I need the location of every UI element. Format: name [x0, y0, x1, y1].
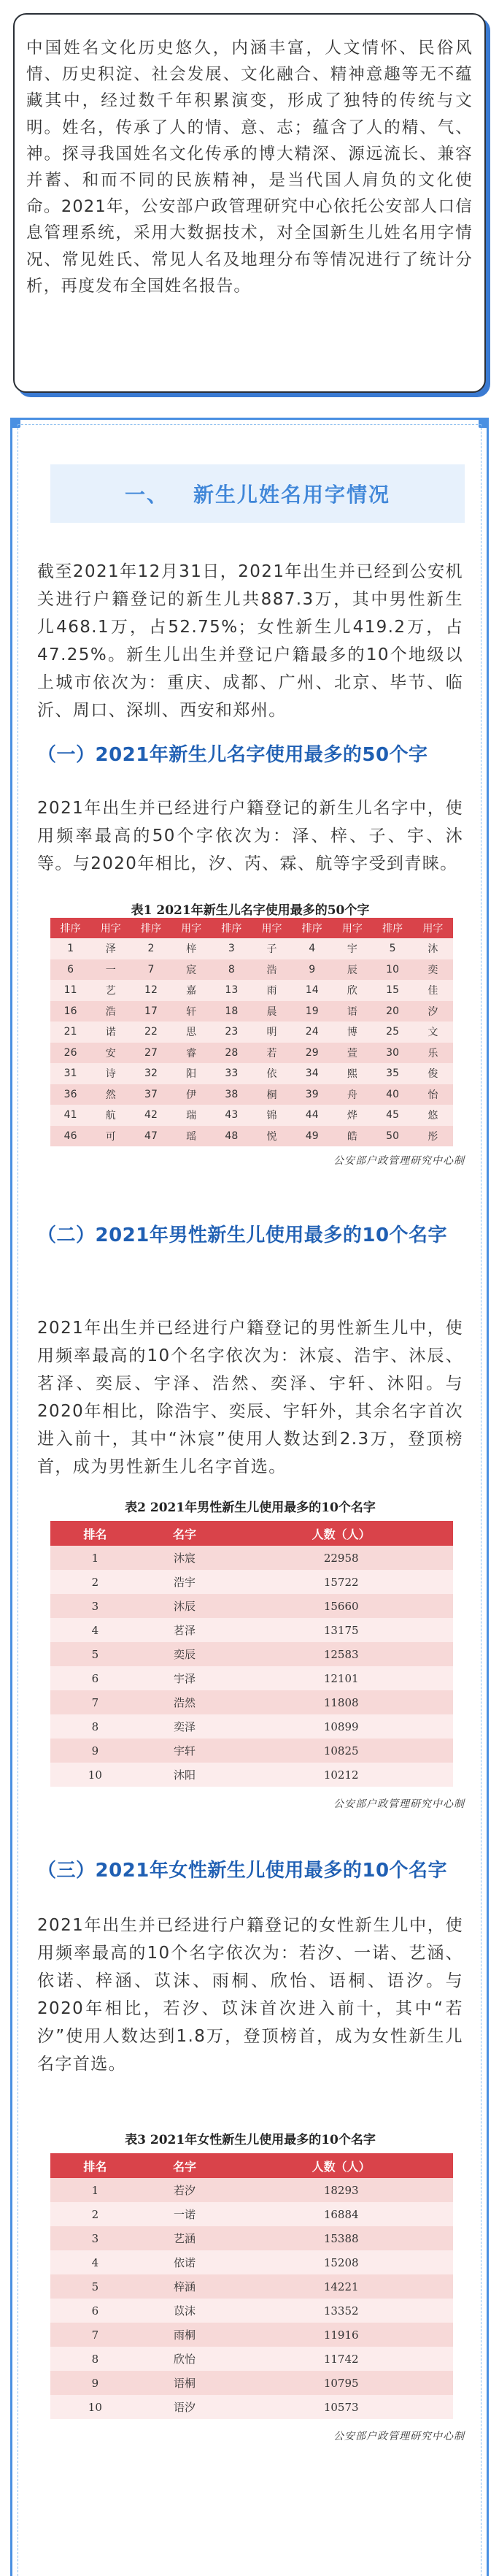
table-cell: 11742	[229, 2347, 453, 2371]
table-cell: 11	[50, 980, 90, 1001]
table-cell: 8	[212, 959, 252, 981]
table-cell: 18	[212, 1001, 252, 1022]
table-cell: 9	[50, 1739, 140, 1763]
table-header-cell: 排序	[292, 918, 332, 938]
section-banner	[50, 464, 465, 523]
table-cell: 10	[50, 1763, 140, 1787]
table-cell: 5	[50, 1642, 140, 1666]
table-cell: 35	[373, 1063, 413, 1084]
table-cell: 2	[50, 2202, 140, 2226]
table-cell: 浩	[90, 1001, 131, 1022]
table-row	[50, 959, 453, 981]
table-cell: 2	[50, 1570, 140, 1594]
table-cell: 10899	[229, 1714, 453, 1739]
table-header-cell: 用字	[171, 918, 212, 938]
table-cell: 雨桐	[140, 2323, 230, 2347]
table-cell: 宸	[171, 959, 212, 981]
table-cell: 沐宸	[140, 1546, 230, 1570]
table-row	[50, 1126, 453, 1147]
table-cell: 11916	[229, 2323, 453, 2347]
table-cell: 文	[413, 1021, 453, 1043]
table-cell: 轩	[171, 1001, 212, 1022]
table-cell: 7	[50, 1690, 140, 1714]
table-cell: 伊	[171, 1084, 212, 1105]
table-cell: 10573	[229, 2395, 453, 2419]
table-cell: 22	[131, 1021, 171, 1043]
male-paragraph: 2021年出生并已经进行户籍登记的男性新生儿中，使用频率最高的10个名字依次为：沐宸、浩宇、沐辰、茗泽、奕辰、宇泽、浩然、奕泽、宇轩、沐阳。与2020年相比，除浩宇、奕辰、宇轩外，其余名字首次进入前十，其中“沐宸”使用人数达到2.3万，登顶榜首，成为男性新生儿名字首选。	[37, 1319, 463, 1476]
table-cell: 9	[292, 959, 332, 981]
table-header-cell: 用字	[252, 918, 292, 938]
table-cell: 浩	[252, 959, 292, 981]
table-cell: 47	[131, 1126, 171, 1147]
table1-top50-chars	[50, 918, 453, 1146]
table-cell: 依	[252, 1063, 292, 1084]
table-cell: 22958	[229, 1546, 453, 1570]
table-header-cell: 排序	[212, 918, 252, 938]
table-row	[50, 2371, 453, 2395]
table-cell: 浩然	[140, 1690, 230, 1714]
table-row	[50, 2395, 453, 2419]
table-cell: 明	[252, 1021, 292, 1043]
table-cell: 12	[131, 980, 171, 1001]
table1-source: 公安部户政管理研究中心制	[333, 1155, 465, 1167]
table-cell: 欣	[332, 980, 372, 1001]
table-cell: 若	[252, 1043, 292, 1064]
table-cell: 宇轩	[140, 1739, 230, 1763]
table-row	[50, 2226, 453, 2250]
table-row	[50, 1021, 453, 1043]
table-cell: 锦	[252, 1105, 292, 1126]
table-cell: 48	[212, 1126, 252, 1147]
table2-source: 公安部户政管理研究中心制	[333, 1798, 465, 1810]
table-cell: 奕泽	[140, 1714, 230, 1739]
table-header-cell: 名字	[140, 2153, 230, 2178]
table-row	[50, 980, 453, 1001]
table-cell: 13175	[229, 1618, 453, 1642]
table-cell: 42	[131, 1105, 171, 1126]
table-row	[50, 1714, 453, 1739]
table-cell: 14221	[229, 2274, 453, 2299]
table-cell: 44	[292, 1105, 332, 1126]
table2-male-names	[50, 1521, 453, 1787]
table-cell: 皓	[332, 1126, 372, 1147]
main-card-inner	[18, 424, 481, 2576]
table-cell: 瑶	[171, 1126, 212, 1147]
table-header-cell: 排序	[131, 918, 171, 938]
table-cell: 4	[50, 1618, 140, 1642]
table-row	[50, 1739, 453, 1763]
table-cell: 4	[50, 2250, 140, 2274]
table-cell: 航	[90, 1105, 131, 1126]
table-cell: 诺	[90, 1021, 131, 1043]
table-cell: 熙	[332, 1063, 372, 1084]
table3-female-names	[50, 2153, 453, 2419]
table-cell: 1	[50, 2178, 140, 2202]
table-header-cell: 用字	[332, 918, 372, 938]
table-row	[50, 2202, 453, 2226]
table-row	[50, 938, 453, 959]
table-cell: 43	[212, 1105, 252, 1126]
table-header-cell: 排名	[50, 2153, 140, 2178]
table-cell: 8	[50, 1714, 140, 1739]
table-row	[50, 1618, 453, 1642]
table-cell: 46	[50, 1126, 90, 1147]
table-cell: 阳	[171, 1063, 212, 1084]
table-cell: 37	[131, 1084, 171, 1105]
table-cell: 宇泽	[140, 1666, 230, 1690]
table-cell: 32	[131, 1063, 171, 1084]
table-cell: 15722	[229, 1570, 453, 1594]
table-cell: 8	[50, 2347, 140, 2371]
table-cell: 安	[90, 1043, 131, 1064]
table-cell: 沐	[413, 938, 453, 959]
table-cell: 5	[50, 2274, 140, 2299]
table-cell: 30	[373, 1043, 413, 1064]
table-row	[50, 2347, 453, 2371]
table-cell: 语汐	[140, 2395, 230, 2419]
table-header-cell: 用字	[413, 918, 453, 938]
table-row	[50, 1043, 453, 1064]
table-cell: 12101	[229, 1666, 453, 1690]
table-header-cell: 名字	[140, 1521, 230, 1546]
table-header-cell: 用字	[90, 918, 131, 938]
table-cell: 11808	[229, 1690, 453, 1714]
table-cell: 3	[212, 938, 252, 959]
table-row	[50, 1084, 453, 1105]
table-row	[50, 1763, 453, 1787]
table-cell: 1	[50, 1546, 140, 1570]
table-cell: 欣怡	[140, 2347, 230, 2371]
table-cell: 40	[373, 1084, 413, 1105]
table-cell: 宇	[332, 938, 372, 959]
table-cell: 一诺	[140, 2202, 230, 2226]
table-cell: 汐	[413, 1001, 453, 1022]
table-cell: 茗泽	[140, 1618, 230, 1642]
table-cell: 彤	[413, 1126, 453, 1147]
table-cell: 萱	[332, 1043, 372, 1064]
table-row	[50, 1546, 453, 1570]
table-cell: 2	[131, 938, 171, 959]
table-cell: 19	[292, 1001, 332, 1022]
table-cell: 辰	[332, 959, 372, 981]
table-row	[50, 1594, 453, 1618]
table-header-cell: 排序	[373, 918, 413, 938]
table-row	[50, 2274, 453, 2299]
table-cell: 乐	[413, 1043, 453, 1064]
table-header-cell: 排名	[50, 1521, 140, 1546]
table3-source: 公安部户政管理研究中心制	[333, 2431, 465, 2442]
table-row	[50, 1642, 453, 1666]
table-cell: 10	[373, 959, 413, 981]
table-row	[50, 1690, 453, 1714]
table-cell: 7	[131, 959, 171, 981]
table-cell: 沐阳	[140, 1763, 230, 1787]
table-cell: 24	[292, 1021, 332, 1043]
subheading-male-top10: （二）2021年男性新生儿使用最多的10个名字	[37, 1224, 448, 1246]
subheading-top50: （一）2021年新生儿名字使用最多的50个字	[37, 744, 428, 766]
table-header-cell: 人数（人）	[229, 2153, 453, 2178]
table-cell: 瑞	[171, 1105, 212, 1126]
table-cell: 佳	[413, 980, 453, 1001]
table-cell: 27	[131, 1043, 171, 1064]
table-cell: 25	[373, 1021, 413, 1043]
table-cell: 12583	[229, 1642, 453, 1666]
table-cell: 悠	[413, 1105, 453, 1126]
table-cell: 45	[373, 1105, 413, 1126]
table-cell: 38	[212, 1084, 252, 1105]
table-cell: 39	[292, 1084, 332, 1105]
table-cell: 31	[50, 1063, 90, 1084]
female-paragraph: 2021年出生并已经进行户籍登记的女性新生儿中，使用频率最高的10个名字依次为：若汐、一诺、艺涵、依诺、梓涵、苡沫、雨桐、欣怡、语桐、语汐。与2020年相比，若汐、苡沫首次进入前十，其中“若汐”使用人数达到1.8万，登顶榜首，成为女性新生儿名字首选。	[37, 1916, 463, 2074]
table-row	[50, 2299, 453, 2323]
table-row	[50, 2178, 453, 2202]
table-cell: 3	[50, 2226, 140, 2250]
table-cell: 怡	[413, 1084, 453, 1105]
table-cell: 6	[50, 1666, 140, 1690]
table-cell: 23	[212, 1021, 252, 1043]
table-row	[50, 1666, 453, 1690]
top50-paragraph: 2021年出生并已经进行户籍登记的新生儿名字中，使用频率最高的50个字依次为：泽、梓、子、宇、沐等。与2020年相比，汐、芮、霖、航等字受到青睐。	[37, 799, 463, 873]
table-cell: 26	[50, 1043, 90, 1064]
main-card	[10, 418, 489, 2576]
table-cell: 5	[373, 938, 413, 959]
table-cell: 50	[373, 1126, 413, 1147]
table-cell: 嘉	[171, 980, 212, 1001]
table-row	[50, 2250, 453, 2274]
table-cell: 睿	[171, 1043, 212, 1064]
table-cell: 语桐	[140, 2371, 230, 2395]
section-title: 新生儿姓名用字情况	[193, 483, 391, 507]
table-cell: 10	[50, 2395, 140, 2419]
table-cell: 10825	[229, 1739, 453, 1763]
table-header-cell: 排序	[50, 918, 90, 938]
table-cell: 18293	[229, 2178, 453, 2202]
table-cell: 诗	[90, 1063, 131, 1084]
table-cell: 10795	[229, 2371, 453, 2395]
table-cell: 15	[373, 980, 413, 1001]
table-cell: 15388	[229, 2226, 453, 2250]
table-cell: 15208	[229, 2250, 453, 2274]
table-cell: 14	[292, 980, 332, 1001]
table-cell: 34	[292, 1063, 332, 1084]
table-cell: 舟	[332, 1084, 372, 1105]
table-cell: 艺涵	[140, 2226, 230, 2250]
table-cell: 4	[292, 938, 332, 959]
table-cell: 41	[50, 1105, 90, 1126]
table-cell: 13	[212, 980, 252, 1001]
subheading-female-top10: （三）2021年女性新生儿使用最多的10个名字	[37, 1860, 448, 1882]
table-cell: 泽	[90, 938, 131, 959]
table-cell: 10212	[229, 1763, 453, 1787]
table-cell: 6	[50, 2299, 140, 2323]
table-cell: 29	[292, 1043, 332, 1064]
table-cell: 浩宇	[140, 1570, 230, 1594]
table2-title: 表2 2021年男性新生儿使用最多的10个名字	[125, 1500, 376, 1515]
table-cell: 思	[171, 1021, 212, 1043]
table-cell: 沐辰	[140, 1594, 230, 1618]
table-cell: 若汐	[140, 2178, 230, 2202]
table-cell: 28	[212, 1043, 252, 1064]
table1-title: 表1 2021年新生儿名字使用最多的50个字	[131, 903, 370, 918]
table-header-cell: 人数（人）	[229, 1521, 453, 1546]
table-cell: 1	[50, 938, 90, 959]
table-cell: 博	[332, 1021, 372, 1043]
table-row	[50, 1105, 453, 1126]
section-intro-paragraph: 截至2021年12月31日，2021年出生并已经到公安机关进行户籍登记的新生儿共887.3万，其中男性新生儿468.1万，占52.75%；女性新生儿419.2万，占47.25%。新生儿出生并登记户籍最多的10个地级以上城市依次为：重庆、成都、广州、北京、毕节、临沂、周口、深圳、西安和郑州。	[37, 562, 463, 720]
table-cell: 梓	[171, 938, 212, 959]
table-cell: 16884	[229, 2202, 453, 2226]
table-cell: 33	[212, 1063, 252, 1084]
table-row	[50, 2323, 453, 2347]
table-cell: 烨	[332, 1105, 372, 1126]
table-cell: 21	[50, 1021, 90, 1043]
table-row	[50, 1570, 453, 1594]
table-cell: 可	[90, 1126, 131, 1147]
table-cell: 然	[90, 1084, 131, 1105]
table-cell: 7	[50, 2323, 140, 2347]
table-cell: 语	[332, 1001, 372, 1022]
table-cell: 6	[50, 959, 90, 981]
table-cell: 晨	[252, 1001, 292, 1022]
table-cell: 15660	[229, 1594, 453, 1618]
table-cell: 奕辰	[140, 1642, 230, 1666]
table-cell: 悦	[252, 1126, 292, 1147]
section-number: 一、	[124, 483, 169, 507]
table-cell: 苡沫	[140, 2299, 230, 2323]
table-cell: 13352	[229, 2299, 453, 2323]
intro-paragraph: 中国姓名文化历史悠久，内涵丰富，人文情怀、民俗风情、历史积淀、社会发展、文化融合、精神意趣等无不蕴藏其中，经过数千年积累演变，形成了独特的传统与文明。姓名，传承了人的情、意、志；蕴含了人的精、气、神。探寻我国姓名文化传承的博大精深、源远流长、兼容并蓄、和而不同的民族精神，是当代国人肩负的文化使命。2021年，公安部户政管理研究中心依托公安部人口信息管理系统，采用大数据技术，对全国新生儿姓名用字情况、常见姓氏、常见人名及地理分布等情况进行了统计分析，再度发布全国姓名报告。	[26, 39, 473, 296]
table-cell: 36	[50, 1084, 90, 1105]
table-row	[50, 1001, 453, 1022]
table-cell: 奕	[413, 959, 453, 981]
table-cell: 桐	[252, 1084, 292, 1105]
table-row	[50, 1063, 453, 1084]
table-cell: 艺	[90, 980, 131, 1001]
table-cell: 49	[292, 1126, 332, 1147]
table-cell: 17	[131, 1001, 171, 1022]
table-cell: 梓涵	[140, 2274, 230, 2299]
table-cell: 依诺	[140, 2250, 230, 2274]
table-cell: 16	[50, 1001, 90, 1022]
table3-title: 表3 2021年女性新生儿使用最多的10个名字	[125, 2133, 376, 2147]
table-cell: 子	[252, 938, 292, 959]
table-cell: 一	[90, 959, 131, 981]
table-cell: 雨	[252, 980, 292, 1001]
table-cell: 9	[50, 2371, 140, 2395]
table-cell: 20	[373, 1001, 413, 1022]
table-cell: 俊	[413, 1063, 453, 1084]
table-cell: 3	[50, 1594, 140, 1618]
